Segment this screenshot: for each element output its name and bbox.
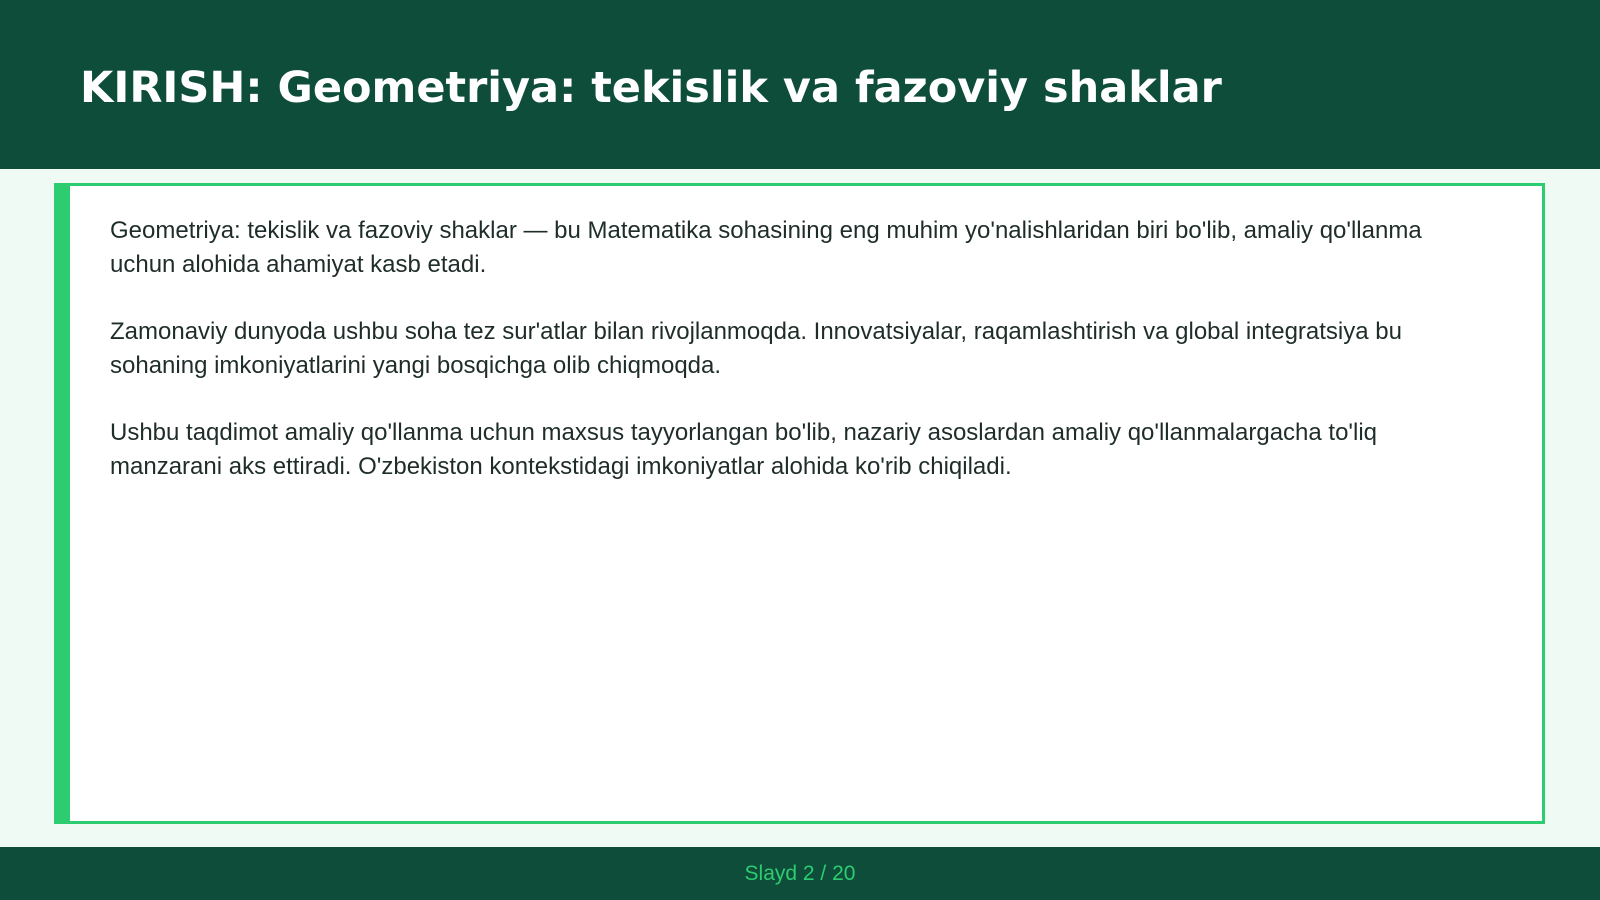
content-paragraph: Geometriya: tekislik va fazoviy shaklar — bu Matematika sohasining eng muhim yo'nalishlaridan biri bo'lib, amaliy qo'llanma uchun alohida ahamiyat kasb etadi. (110, 217, 1422, 278)
slide-number: Slayd 2 / 20 (744, 862, 856, 885)
slide-header (0, 0, 1600, 169)
content-card (54, 183, 1545, 824)
slide-title: KIRISH: Geometriya: tekislik va fazoviy shaklar (80, 63, 1222, 113)
slide-footer (0, 847, 1600, 900)
content-paragraph: Ushbu taqdimot amaliy qo'llanma uchun maxsus tayyorlangan bo'lib, nazariy asoslardan amaliy qo'llanmalargacha to'liq manzarani aks ettiradi. O'zbekiston kontekstidagi imkoniyatlar alohida ko'rib chiqiladi. (110, 419, 1378, 480)
content-text (110, 214, 1490, 517)
content-paragraph: Zamonaviy dunyoda ushbu soha tez sur'atlar bilan rivojlanmoqda. Innovatsiyalar, raqamlashtirish va global integratsiya bu sohaning imkoniyatlarini yangi bosqichga olib chiqmoqda. (110, 318, 1402, 379)
